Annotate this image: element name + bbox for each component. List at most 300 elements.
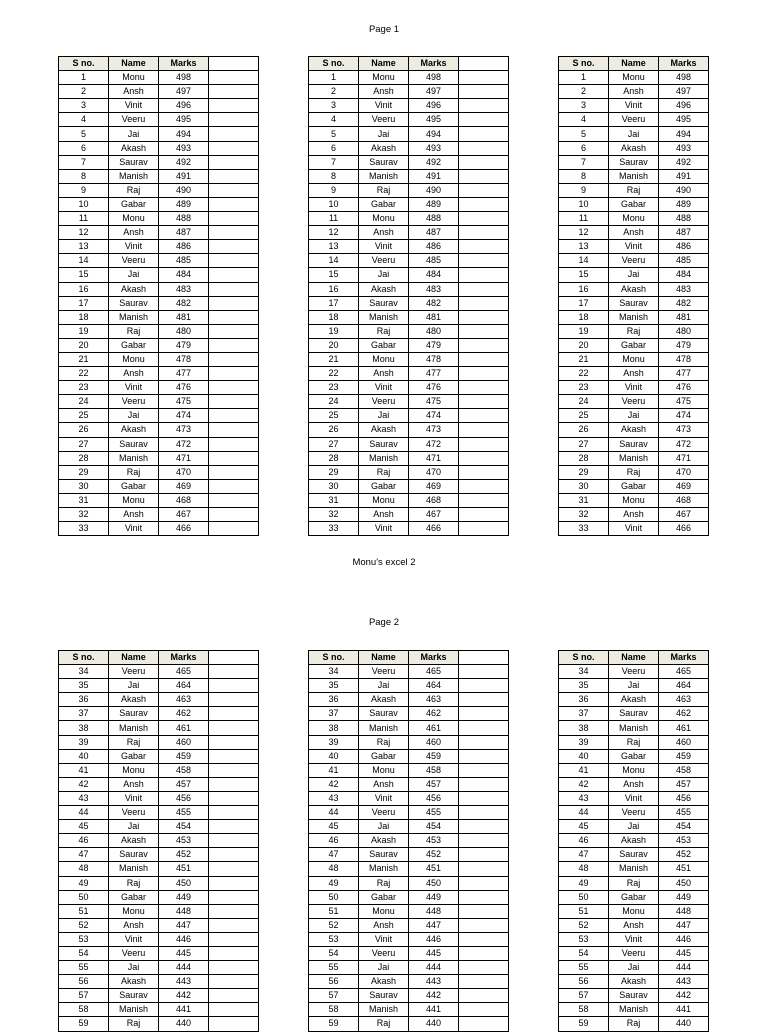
empty-cell [259, 791, 309, 805]
marks-cell: 496 [409, 99, 459, 113]
sno-cell: 43 [309, 791, 359, 805]
empty-cell [459, 834, 509, 848]
sno-cell: 4 [59, 113, 109, 127]
empty-cell [259, 777, 309, 791]
empty-cell [259, 296, 309, 310]
empty-cell [509, 493, 559, 507]
empty-cell [209, 57, 259, 71]
empty-cell [459, 707, 509, 721]
page-2-label: Page 2 [368, 617, 400, 628]
empty-cell [259, 423, 309, 437]
marks-cell: 466 [159, 522, 209, 536]
name-cell: Gabar [359, 749, 409, 763]
name-cell: Akash [609, 141, 659, 155]
empty-cell [509, 904, 559, 918]
marks-cell: 458 [409, 763, 459, 777]
empty-cell [209, 85, 259, 99]
marks-cell: 492 [659, 155, 709, 169]
sno-cell: 58 [309, 1003, 359, 1017]
marks-cell: 489 [159, 197, 209, 211]
sno-cell: 53 [559, 932, 609, 946]
empty-cell [509, 707, 559, 721]
marks-cell: 464 [409, 679, 459, 693]
marks-cell: 458 [159, 763, 209, 777]
empty-cell [509, 735, 559, 749]
sno-cell: 51 [559, 904, 609, 918]
sno-cell: 52 [559, 918, 609, 932]
marks-cell: 468 [409, 493, 459, 507]
marks-cell: 491 [159, 169, 209, 183]
name-cell: Jai [109, 127, 159, 141]
name-cell: Raj [359, 735, 409, 749]
sno-cell: 55 [59, 961, 109, 975]
sno-cell: 2 [309, 85, 359, 99]
table-row [59, 479, 709, 493]
empty-cell [259, 679, 309, 693]
empty-cell [509, 763, 559, 777]
marks-cell: 461 [659, 721, 709, 735]
name-cell: Monu [609, 904, 659, 918]
marks-cell: 447 [159, 918, 209, 932]
name-cell: Raj [609, 1017, 659, 1031]
empty-cell [209, 777, 259, 791]
table-row [59, 777, 709, 791]
sno-cell: 23 [559, 381, 609, 395]
marks-cell: 474 [659, 409, 709, 423]
marks-cell: 493 [659, 141, 709, 155]
name-cell: Manish [359, 721, 409, 735]
table-row [59, 268, 709, 282]
empty-cell [259, 1003, 309, 1017]
empty-cell [459, 777, 509, 791]
empty-cell [259, 409, 309, 423]
marks-cell: 473 [409, 423, 459, 437]
empty-cell [209, 423, 259, 437]
marks-cell: 451 [159, 862, 209, 876]
name-cell: Jai [609, 961, 659, 975]
empty-cell [459, 310, 509, 324]
marks-cell: 462 [659, 707, 709, 721]
name-cell: Gabar [609, 890, 659, 904]
sno-cell: 24 [309, 395, 359, 409]
table-row [59, 451, 709, 465]
marks-cell: 446 [409, 932, 459, 946]
name-cell: Veeru [109, 395, 159, 409]
name-cell: Jai [109, 409, 159, 423]
empty-cell [259, 707, 309, 721]
sno-cell: 42 [59, 777, 109, 791]
marks-cell: 480 [659, 324, 709, 338]
marks-cell: 455 [409, 806, 459, 820]
name-cell: Manish [609, 169, 659, 183]
sno-cell: 36 [309, 693, 359, 707]
sno-cell: 29 [559, 465, 609, 479]
sno-cell: 24 [59, 395, 109, 409]
column-header: Name [359, 57, 409, 71]
table-row [59, 212, 709, 226]
empty-cell [209, 310, 259, 324]
sno-cell: 24 [559, 395, 609, 409]
sno-cell: 29 [59, 465, 109, 479]
sno-cell: 35 [559, 679, 609, 693]
empty-cell [209, 665, 259, 679]
sno-cell: 8 [309, 169, 359, 183]
table-row [59, 226, 709, 240]
marks-cell: 498 [409, 71, 459, 85]
sno-cell: 22 [309, 367, 359, 381]
name-cell: Monu [359, 71, 409, 85]
marks-cell: 448 [159, 904, 209, 918]
name-cell: Jai [109, 961, 159, 975]
empty-cell [209, 989, 259, 1003]
sno-cell: 39 [59, 735, 109, 749]
marks-table-page-2 [58, 650, 709, 1032]
marks-cell: 479 [659, 338, 709, 352]
sno-cell: 49 [309, 876, 359, 890]
column-header: S no. [309, 57, 359, 71]
marks-cell: 486 [159, 240, 209, 254]
name-cell: Saurav [359, 989, 409, 1003]
table-row [59, 763, 709, 777]
sno-cell: 56 [309, 975, 359, 989]
table-row [59, 848, 709, 862]
sno-cell: 37 [559, 707, 609, 721]
sno-cell: 3 [59, 99, 109, 113]
sno-cell: 9 [559, 183, 609, 197]
sno-cell: 47 [559, 848, 609, 862]
column-header: Name [109, 651, 159, 665]
name-cell: Veeru [609, 806, 659, 820]
marks-cell: 489 [659, 197, 709, 211]
empty-cell [209, 226, 259, 240]
sno-cell: 17 [309, 296, 359, 310]
sno-cell: 34 [309, 665, 359, 679]
sno-cell: 9 [59, 183, 109, 197]
sno-cell: 4 [559, 113, 609, 127]
empty-cell [509, 240, 559, 254]
table-row [59, 282, 709, 296]
empty-cell [209, 282, 259, 296]
name-cell: Gabar [609, 749, 659, 763]
empty-cell [509, 721, 559, 735]
name-cell: Saurav [109, 989, 159, 1003]
empty-cell [509, 282, 559, 296]
sno-cell: 21 [309, 352, 359, 366]
empty-cell [259, 282, 309, 296]
marks-cell: 462 [409, 707, 459, 721]
marks-cell: 466 [409, 522, 459, 536]
empty-cell [259, 961, 309, 975]
name-cell: Vinit [609, 381, 659, 395]
marks-cell: 471 [659, 451, 709, 465]
empty-cell [209, 352, 259, 366]
sno-cell: 38 [559, 721, 609, 735]
sno-cell: 54 [559, 946, 609, 960]
sno-cell: 44 [309, 806, 359, 820]
sno-cell: 23 [309, 381, 359, 395]
empty-cell [209, 381, 259, 395]
table-row [59, 665, 709, 679]
empty-cell [209, 735, 259, 749]
sno-cell: 8 [559, 169, 609, 183]
empty-cell [209, 508, 259, 522]
marks-cell: 455 [159, 806, 209, 820]
marks-cell: 441 [659, 1003, 709, 1017]
name-cell: Manish [609, 451, 659, 465]
empty-cell [259, 451, 309, 465]
name-cell: Vinit [359, 932, 409, 946]
table-row [59, 791, 709, 805]
name-cell: Gabar [109, 749, 159, 763]
name-cell: Saurav [609, 296, 659, 310]
empty-cell [259, 85, 309, 99]
sno-cell: 13 [59, 240, 109, 254]
empty-cell [259, 197, 309, 211]
marks-cell: 476 [659, 381, 709, 395]
empty-cell [459, 665, 509, 679]
marks-cell: 458 [659, 763, 709, 777]
marks-cell: 498 [659, 71, 709, 85]
column-header: S no. [559, 57, 609, 71]
table-row [59, 395, 709, 409]
name-cell: Jai [359, 820, 409, 834]
empty-cell [209, 254, 259, 268]
sno-cell: 11 [309, 212, 359, 226]
sno-cell: 16 [309, 282, 359, 296]
marks-cell: 475 [159, 395, 209, 409]
name-cell: Monu [609, 71, 659, 85]
empty-cell [209, 820, 259, 834]
name-cell: Raj [109, 465, 159, 479]
empty-cell [259, 465, 309, 479]
empty-cell [509, 651, 559, 665]
sno-cell: 10 [559, 197, 609, 211]
sno-cell: 22 [59, 367, 109, 381]
marks-cell: 457 [159, 777, 209, 791]
empty-cell [209, 127, 259, 141]
marks-cell: 480 [159, 324, 209, 338]
marks-cell: 467 [659, 508, 709, 522]
marks-cell: 484 [659, 268, 709, 282]
name-cell: Raj [109, 735, 159, 749]
table-row [59, 876, 709, 890]
name-cell: Veeru [109, 254, 159, 268]
sno-cell: 35 [309, 679, 359, 693]
name-cell: Jai [609, 820, 659, 834]
empty-cell [509, 113, 559, 127]
marks-cell: 448 [659, 904, 709, 918]
empty-cell [459, 127, 509, 141]
marks-cell: 472 [659, 437, 709, 451]
sno-cell: 5 [559, 127, 609, 141]
empty-cell [209, 522, 259, 536]
sno-cell: 15 [59, 268, 109, 282]
empty-cell [459, 479, 509, 493]
empty-cell [259, 493, 309, 507]
empty-cell [459, 862, 509, 876]
marks-cell: 461 [409, 721, 459, 735]
empty-cell [459, 212, 509, 226]
name-cell: Manish [359, 169, 409, 183]
name-cell: Veeru [109, 113, 159, 127]
marks-cell: 447 [409, 918, 459, 932]
sno-cell: 28 [559, 451, 609, 465]
table-row [59, 169, 709, 183]
name-cell: Monu [109, 904, 159, 918]
sno-cell: 36 [59, 693, 109, 707]
marks-cell: 474 [409, 409, 459, 423]
empty-cell [259, 141, 309, 155]
sno-cell: 7 [559, 155, 609, 169]
empty-cell [509, 169, 559, 183]
marks-cell: 471 [159, 451, 209, 465]
name-cell: Manish [109, 451, 159, 465]
empty-cell [509, 693, 559, 707]
name-cell: Ansh [109, 367, 159, 381]
marks-cell: 495 [159, 113, 209, 127]
sno-cell: 19 [309, 324, 359, 338]
marks-cell: 456 [159, 791, 209, 805]
sno-cell: 5 [59, 127, 109, 141]
marks-cell: 498 [159, 71, 209, 85]
table-row [59, 975, 709, 989]
name-cell: Saurav [359, 437, 409, 451]
table-row [59, 890, 709, 904]
marks-cell: 449 [659, 890, 709, 904]
sno-cell: 11 [59, 212, 109, 226]
marks-cell: 463 [659, 693, 709, 707]
marks-cell: 477 [659, 367, 709, 381]
empty-cell [209, 918, 259, 932]
sno-cell: 59 [309, 1017, 359, 1031]
marks-cell: 469 [409, 479, 459, 493]
marks-cell: 495 [659, 113, 709, 127]
marks-cell: 478 [409, 352, 459, 366]
empty-cell [459, 451, 509, 465]
sno-cell: 47 [309, 848, 359, 862]
sno-cell: 20 [559, 338, 609, 352]
empty-cell [509, 679, 559, 693]
marks-cell: 454 [409, 820, 459, 834]
empty-cell [259, 99, 309, 113]
empty-cell [459, 508, 509, 522]
name-cell: Veeru [359, 113, 409, 127]
empty-cell [509, 324, 559, 338]
sno-cell: 47 [59, 848, 109, 862]
marks-cell: 494 [659, 127, 709, 141]
empty-cell [509, 479, 559, 493]
marks-cell: 442 [159, 989, 209, 1003]
empty-cell [259, 338, 309, 352]
name-cell: Monu [359, 493, 409, 507]
sno-cell: 31 [309, 493, 359, 507]
name-cell: Gabar [109, 338, 159, 352]
empty-cell [259, 508, 309, 522]
name-cell: Jai [609, 409, 659, 423]
empty-cell [459, 890, 509, 904]
empty-cell [509, 961, 559, 975]
sno-cell: 42 [559, 777, 609, 791]
empty-cell [209, 862, 259, 876]
sno-cell: 30 [559, 479, 609, 493]
page-1-label: Page 1 [368, 24, 400, 35]
empty-cell [459, 57, 509, 71]
sno-cell: 16 [559, 282, 609, 296]
empty-cell [459, 749, 509, 763]
marks-cell: 493 [409, 141, 459, 155]
name-cell: Ansh [109, 777, 159, 791]
empty-cell [259, 665, 309, 679]
name-cell: Ansh [359, 918, 409, 932]
marks-cell: 443 [659, 975, 709, 989]
empty-cell [259, 522, 309, 536]
empty-cell [509, 1003, 559, 1017]
sno-cell: 45 [559, 820, 609, 834]
empty-cell [509, 197, 559, 211]
marks-cell: 497 [659, 85, 709, 99]
marks-cell: 486 [409, 240, 459, 254]
table-row [59, 918, 709, 932]
name-cell: Saurav [359, 296, 409, 310]
name-cell: Raj [109, 876, 159, 890]
empty-cell [209, 806, 259, 820]
marks-cell: 480 [409, 324, 459, 338]
sno-cell: 48 [559, 862, 609, 876]
empty-cell [209, 693, 259, 707]
name-cell: Akash [109, 975, 159, 989]
sno-cell: 27 [309, 437, 359, 451]
name-cell: Jai [609, 127, 659, 141]
sno-cell: 41 [559, 763, 609, 777]
name-cell: Ansh [609, 777, 659, 791]
marks-cell: 465 [409, 665, 459, 679]
empty-cell [259, 862, 309, 876]
sno-cell: 23 [59, 381, 109, 395]
marks-cell: 496 [159, 99, 209, 113]
empty-cell [509, 862, 559, 876]
marks-cell: 449 [159, 890, 209, 904]
sno-cell: 12 [59, 226, 109, 240]
name-cell: Gabar [609, 338, 659, 352]
sno-cell: 18 [559, 310, 609, 324]
marks-cell: 445 [659, 946, 709, 960]
name-cell: Raj [359, 465, 409, 479]
name-cell: Manish [609, 862, 659, 876]
empty-cell [509, 918, 559, 932]
name-cell: Jai [359, 268, 409, 282]
sno-cell: 50 [59, 890, 109, 904]
name-cell: Jai [359, 409, 409, 423]
sno-cell: 13 [309, 240, 359, 254]
marks-cell: 473 [159, 423, 209, 437]
name-cell: Gabar [609, 197, 659, 211]
empty-cell [209, 212, 259, 226]
marks-cell: 486 [659, 240, 709, 254]
name-cell: Akash [109, 282, 159, 296]
marks-cell: 457 [409, 777, 459, 791]
name-cell: Gabar [109, 890, 159, 904]
name-cell: Manish [359, 862, 409, 876]
table-row [59, 961, 709, 975]
sno-cell: 26 [59, 423, 109, 437]
empty-cell [259, 975, 309, 989]
empty-cell [209, 763, 259, 777]
marks-cell: 493 [159, 141, 209, 155]
empty-cell [459, 183, 509, 197]
empty-cell [209, 848, 259, 862]
empty-cell [259, 693, 309, 707]
marks-cell: 450 [159, 876, 209, 890]
